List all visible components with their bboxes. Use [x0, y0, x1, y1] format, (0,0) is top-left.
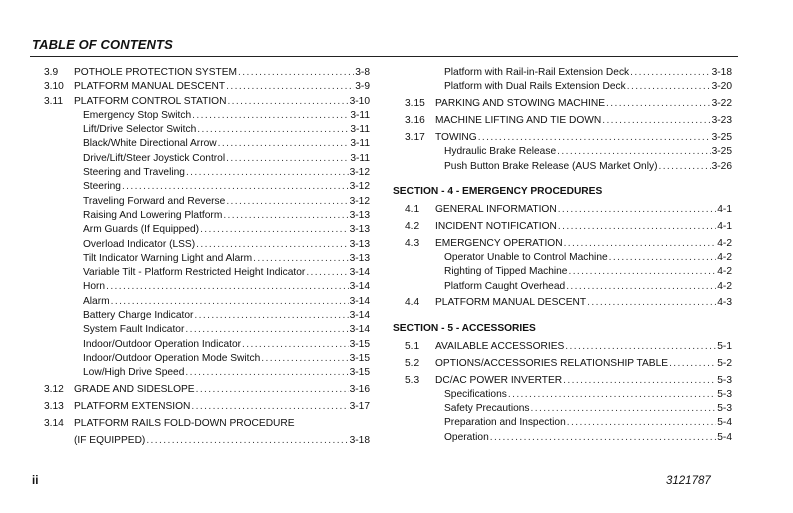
toc-entry-number: 3.10	[44, 81, 64, 93]
toc-entry-title: Steering	[83, 181, 121, 193]
toc-entry-page: 3-15	[349, 338, 370, 350]
toc-entry-number: 5.3	[405, 374, 420, 386]
toc-entry-page: 3-16	[349, 384, 370, 396]
toc-entry-page: 4-2	[717, 251, 732, 263]
dot-leader	[185, 366, 348, 380]
toc-entry-title: Emergency Stop Switch	[83, 109, 192, 121]
toc-subentry[interactable]	[44, 266, 370, 280]
dot-leader	[226, 152, 349, 166]
toc-entry-title: Raising And Lowering Platform	[83, 209, 223, 221]
toc-entry-title: Black/White Directional Arrow	[83, 138, 217, 150]
toc-entry-page: 3-10	[349, 95, 370, 107]
toc-subentry[interactable]	[44, 280, 370, 294]
toc-entry-page: 3-8	[355, 67, 370, 78]
toc-entry-title: Platform Caught Overhead	[444, 280, 566, 292]
toc-entry-number: 4.1	[405, 203, 420, 215]
toc-entry[interactable]	[405, 131, 732, 145]
toc-entry[interactable]	[405, 203, 732, 217]
toc-entry-page: 5-4	[717, 417, 732, 429]
toc-entry-title: Arm Guards (If Equipped)	[83, 224, 200, 236]
toc-entry-title: Horn	[83, 281, 106, 293]
toc-entry-continuation[interactable]	[44, 434, 370, 448]
toc-entry-page: 3-11	[350, 152, 370, 164]
toc-entry-number: 3.16	[405, 115, 425, 127]
toc-subentry[interactable]	[405, 280, 732, 294]
dot-leader	[194, 309, 348, 323]
toc-entry-title: Indoor/Outdoor Operation Mode Switch	[83, 352, 261, 364]
toc-subentry[interactable]	[44, 295, 370, 309]
document-number: 3121787	[666, 475, 711, 487]
dot-leader	[306, 266, 348, 280]
toc-entry-title: PLATFORM MANUAL DESCENT	[435, 297, 587, 309]
toc-entry-title: GENERAL INFORMATION	[435, 203, 557, 215]
toc-entry[interactable]	[405, 340, 732, 354]
toc-entry[interactable]	[44, 383, 370, 397]
toc-subentry[interactable]	[44, 137, 370, 151]
toc-subentry[interactable]	[405, 66, 732, 80]
toc-entry-page: 3-18	[711, 67, 732, 78]
toc-entry-page: 4-2	[717, 237, 732, 249]
toc-entry-title: Traveling Forward and Reverse	[83, 195, 226, 207]
dot-leader	[253, 252, 348, 266]
toc-subentry[interactable]	[44, 109, 370, 123]
toc-entry-number: 3.17	[405, 131, 425, 143]
toc-entry-title: Overload Indicator (LSS)	[83, 238, 196, 250]
dot-leader	[197, 123, 349, 137]
dot-leader	[200, 223, 349, 237]
toc-entry[interactable]	[44, 66, 370, 80]
toc-entry-title: PLATFORM CONTROL STATION	[74, 95, 227, 107]
toc-entry-page: 3-12	[349, 195, 370, 207]
toc-entry-page: 5-3	[717, 388, 732, 400]
dot-leader	[563, 374, 716, 388]
toc-entry[interactable]	[44, 95, 370, 109]
dot-leader	[568, 265, 716, 279]
toc-entry-number: 4.4	[405, 297, 420, 309]
dot-leader	[223, 209, 348, 223]
toc-entry-page: 3-15	[349, 367, 370, 379]
title-rule	[30, 56, 738, 57]
toc-entry-page: 3-14	[349, 281, 370, 293]
dot-leader	[606, 97, 711, 111]
toc-subentry[interactable]	[44, 323, 370, 337]
toc-entry[interactable]	[405, 114, 732, 128]
page-title: TABLE OF CONTENTS	[32, 37, 173, 52]
toc-subentry[interactable]	[405, 145, 732, 159]
toc-entry-number: 5.1	[405, 340, 420, 352]
dot-leader	[508, 388, 716, 402]
toc-subentry[interactable]	[44, 180, 370, 194]
toc-entry-page: 3-11	[350, 109, 370, 121]
toc-entry-title: Push Button Brake Release (AUS Market Only)	[444, 160, 658, 172]
toc-subentry[interactable]	[44, 252, 370, 266]
toc-entry-title: Hydraulic Brake Release	[444, 146, 557, 158]
toc-subentry[interactable]	[44, 209, 370, 223]
dot-leader	[191, 400, 348, 414]
toc-entry-page: 3-12	[349, 181, 370, 193]
toc-subentry[interactable]	[405, 388, 732, 402]
toc-subentry[interactable]	[44, 238, 370, 252]
dot-leader	[558, 203, 717, 217]
toc-entry-title: AVAILABLE ACCESSORIES	[435, 340, 565, 352]
toc-subentry[interactable]	[405, 431, 732, 445]
toc-entry-page: 3-14	[349, 324, 370, 336]
toc-entry[interactable]	[405, 296, 732, 310]
dot-leader	[185, 323, 348, 337]
toc-entry-page: 3-14	[349, 310, 370, 322]
toc-subentry[interactable]	[405, 416, 732, 430]
toc-subentry[interactable]	[44, 166, 370, 180]
toc-entry-title: Preparation and Inspection	[444, 417, 566, 429]
toc-subentry[interactable]	[44, 352, 370, 366]
toc-entry-title: PLATFORM MANUAL DESCENT	[74, 81, 226, 93]
toc-entry-number: 3.11	[44, 95, 64, 107]
toc-subentry[interactable]	[44, 338, 370, 352]
toc-entry-title: PARKING AND STOWING MACHINE	[435, 98, 605, 110]
toc-entry-number: 3.12	[44, 384, 64, 396]
toc-entry[interactable]	[405, 97, 732, 111]
toc-entry-number: 5.2	[405, 357, 420, 369]
section-4-title[interactable]: SECTION - 4 - EMERGENCY PROCEDURES	[393, 185, 603, 197]
dot-leader	[630, 66, 710, 80]
dot-leader	[218, 137, 350, 151]
toc-subentry[interactable]	[44, 309, 370, 323]
toc-entry-page: 3-12	[349, 167, 370, 179]
toc-entry-title: POTHOLE PROTECTION SYSTEM	[74, 67, 238, 78]
dot-leader	[227, 95, 348, 109]
toc-entry-title: EMERGENCY OPERATION	[435, 237, 563, 249]
dot-leader	[567, 416, 716, 430]
dot-leader	[490, 431, 717, 445]
toc-entry-page: 3-11	[350, 124, 370, 136]
toc-entry-page: 3-9	[355, 81, 370, 93]
dot-leader	[261, 352, 348, 366]
toc-entry-page: 3-13	[349, 209, 370, 221]
dot-leader	[226, 195, 348, 209]
toc-entry[interactable]	[405, 357, 732, 371]
toc-subentry[interactable]	[44, 152, 370, 166]
dot-leader	[558, 220, 716, 234]
toc-entry-title: PLATFORM EXTENSION	[74, 401, 191, 413]
toc-entry-page: 3-20	[711, 81, 732, 93]
toc-left-column	[44, 66, 370, 448]
toc-entry[interactable]	[405, 237, 732, 251]
toc-entry-title: Alarm	[83, 295, 110, 307]
dot-leader	[122, 180, 349, 194]
toc-entry-page: 3-13	[349, 224, 370, 236]
toc-entry-title: Specifications	[444, 388, 507, 400]
toc-entry-page: 3-18	[349, 434, 370, 446]
toc-entry-title: System Fault Indicator	[83, 324, 185, 336]
toc-subentry[interactable]	[405, 80, 732, 94]
toc-entry-page: 3-25	[711, 146, 732, 158]
dot-leader	[226, 80, 354, 94]
toc-entry-title: Operator Unable to Control Machine	[444, 251, 608, 263]
toc-entry-page: 3-23	[711, 115, 732, 127]
dot-leader	[531, 402, 717, 416]
toc-entry-title: Variable Tilt - Platform Restricted Height Indicator	[83, 267, 306, 279]
toc-entry-number: 3.9	[44, 67, 59, 78]
toc-entry-page: 3-25	[711, 131, 732, 143]
toc-entry-page: 5-3	[717, 374, 732, 386]
dot-leader	[602, 114, 710, 128]
toc-entry-title: GRADE AND SIDESLOPE	[74, 384, 195, 396]
toc-entry-page: 3-11	[350, 138, 370, 150]
toc-entry-title: PLATFORM RAILS FOLD-DOWN PROCEDURE	[74, 417, 295, 429]
toc-entry[interactable]	[44, 80, 370, 94]
toc-entry[interactable]	[405, 374, 732, 388]
toc-entry-title: OPTIONS/ACCESSORIES RELATIONSHIP TABLE	[435, 357, 669, 369]
dot-leader	[669, 357, 716, 371]
toc-entry-page: 3-17	[349, 401, 370, 413]
toc-entry-title: DC/AC POWER INVERTER	[435, 374, 563, 386]
toc-entry-page: 3-14	[349, 267, 370, 279]
toc-entry-title: Low/High Drive Speed	[83, 367, 185, 379]
toc-entry-title: Indoor/Outdoor Operation Indicator	[83, 338, 242, 350]
dot-leader	[242, 338, 349, 352]
toc-entry-number: 3.14	[44, 417, 64, 429]
toc-entry-page: 5-4	[717, 431, 732, 443]
toc-entry[interactable]	[405, 220, 732, 234]
dot-leader	[238, 66, 354, 80]
toc-entry-title: MACHINE LIFTING AND TIE DOWN	[435, 115, 602, 127]
toc-subentry[interactable]	[405, 402, 732, 416]
dot-leader	[564, 237, 717, 251]
page-number: ii	[32, 475, 39, 487]
dot-leader	[557, 145, 710, 159]
dot-leader	[111, 295, 349, 309]
toc-entry-number: 4.2	[405, 220, 420, 232]
toc-entry-page: 3-26	[711, 160, 732, 172]
dot-leader	[587, 296, 716, 310]
toc-entry-title: Righting of Tipped Machine	[444, 266, 568, 278]
toc-entry-number: 4.3	[405, 237, 420, 249]
toc-entry-page: 3-22	[711, 98, 732, 110]
toc-entry-title: Platform with Rail-in-Rail Extension Deck	[444, 67, 630, 78]
toc-entry-title: INCIDENT NOTIFICATION	[435, 220, 557, 232]
dot-leader	[196, 238, 348, 252]
toc-entry-page: 5-2	[717, 357, 732, 369]
toc-subentry[interactable]	[405, 265, 732, 279]
toc-entry-page: 3-13	[349, 252, 370, 264]
toc-subentry[interactable]	[405, 160, 732, 174]
toc-right-column	[393, 66, 732, 445]
toc-subentry[interactable]	[44, 223, 370, 237]
toc-entry-title: Safety Precautions	[444, 403, 530, 415]
toc-entry-title: Lift/Drive Selector Switch	[83, 124, 197, 136]
toc-entry-page: 5-3	[717, 403, 732, 415]
toc-entry-page: 3-15	[349, 352, 370, 364]
toc-entry-number: 3.13	[44, 401, 64, 413]
dot-leader	[565, 340, 716, 354]
dot-leader	[478, 131, 711, 145]
toc-entry-title: (IF EQUIPPED)	[74, 434, 146, 446]
toc-entry-page: 4-1	[717, 203, 732, 215]
toc-entry-title: Operation	[444, 431, 489, 443]
dot-leader	[146, 434, 348, 448]
toc-entry-title: TOWING	[435, 131, 477, 143]
dot-leader	[658, 160, 710, 174]
toc-entry-page: 4-3	[717, 297, 732, 309]
toc-entry-title: Battery Charge Indicator	[83, 310, 194, 322]
toc-subentry[interactable]	[44, 123, 370, 137]
dot-leader	[566, 280, 716, 294]
toc-entry[interactable]	[44, 417, 370, 431]
toc-subentry[interactable]	[44, 366, 370, 380]
section-5-title[interactable]: SECTION - 5 - ACCESSORIES	[393, 322, 536, 334]
toc-entry-page: 3-14	[349, 295, 370, 307]
toc-entry-number: 3.15	[405, 98, 425, 110]
toc-entry-page: 4-2	[717, 280, 732, 292]
dot-leader	[186, 166, 349, 180]
toc-subentry[interactable]	[405, 251, 732, 265]
toc-entry-page: 4-2	[717, 266, 732, 278]
toc-entry-title: Platform with Dual Rails Extension Deck	[444, 81, 626, 93]
toc-entry-page: 5-1	[717, 340, 732, 352]
toc-subentry[interactable]	[44, 195, 370, 209]
toc-entry-title: Steering and Traveling	[83, 167, 185, 179]
toc-entry[interactable]	[44, 400, 370, 414]
toc-entry-title: Drive/Lift/Steer Joystick Control	[83, 152, 226, 164]
dot-leader	[196, 383, 349, 397]
dot-leader	[192, 109, 349, 123]
dot-leader	[627, 80, 711, 94]
toc-entry-title: Tilt Indicator Warning Light and Alarm	[83, 252, 253, 264]
dot-leader	[609, 251, 717, 265]
dot-leader	[106, 280, 349, 294]
toc-entry-page: 3-13	[349, 238, 370, 250]
toc-entry-page: 4-1	[717, 220, 732, 232]
